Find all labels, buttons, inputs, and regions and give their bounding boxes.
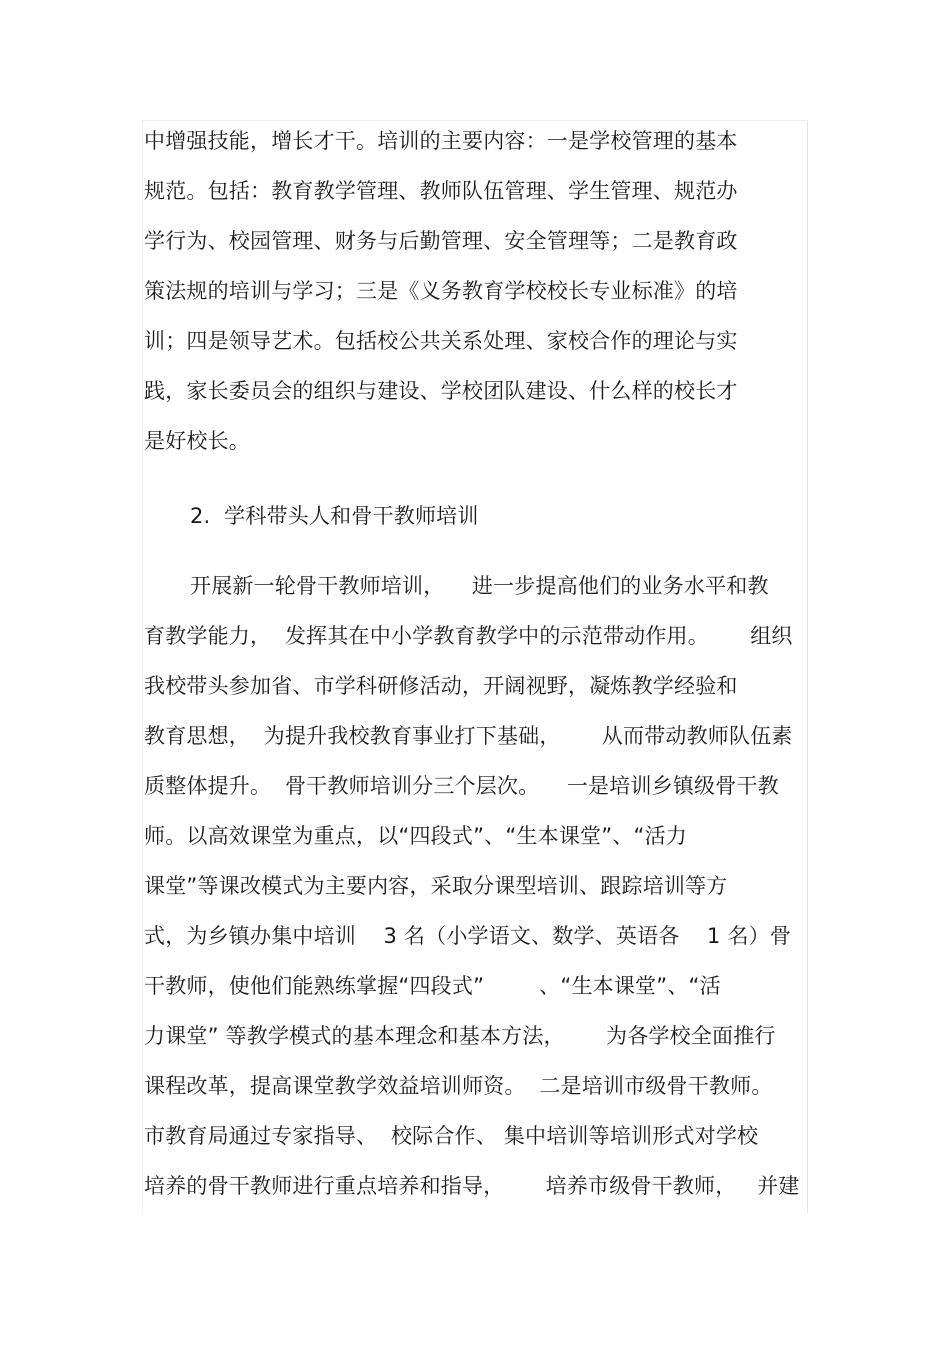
text-line: 教育思想， 为提升我校教育事业打下基础， 从而带动教师队伍素 [144, 724, 793, 748]
text-line: 是好校长。 [144, 429, 250, 453]
text-line: 师。以高效课堂为重点，以“四段式”、“生本课堂”、“活力 [144, 824, 687, 848]
text-line: 质整体提升。 骨干教师培训分三个层次。 一是培训乡镇级骨干教 [144, 774, 779, 798]
text-line: 训；四是领导艺术。包括校公共关系处理、家校合作的理论与实 [144, 329, 738, 353]
text-line: 中增强技能，增长才干。培训的主要内容：一是学校管理的基本 [144, 129, 738, 153]
text-line: 育教学能力， 发挥其在中小学教育教学中的示范带动作用。 组织 [144, 624, 793, 648]
text-line: 干教师，使他们能熟练掌握“四段式” 、“生本课堂”、“活 [144, 974, 721, 998]
text-line: 式，为乡镇办集中培训 3 名（小学语文、数学、英语各 1 名）骨 [144, 924, 792, 948]
text-line: 规范。包括：教育教学管理、教师队伍管理、学生管理、规范办 [144, 179, 738, 203]
paragraph-first-line: 开展新一轮骨干教师培训， 进一步提高他们的业务水平和教 [190, 574, 769, 598]
text-line: 学行为、校园管理、财务与后勤管理、安全管理等；二是教育政 [144, 229, 738, 253]
text-line: 策法规的培训与学习；三是《义务教育学校校长专业标准》的培 [144, 279, 738, 303]
text-line: 培养的骨干教师进行重点培养和指导， 培养市级骨干教师， 并建 [144, 1174, 800, 1198]
text-line: 市教育局通过专家指导、 校际合作、 集中培训等培训形式对学校 [144, 1124, 759, 1148]
text-line: 课程改革，提高课堂教学效益培训师资。 二是培训市级骨干教师。 [144, 1074, 773, 1098]
text-line: 力课堂” 等教学模式的基本理念和基本方法， 为各学校全面推行 [144, 1024, 776, 1048]
text-line: 课堂”等课改模式为主要内容，采取分课型培训、跟踪培训等方 [144, 874, 728, 898]
section-heading: 2. 学科带头人和骨干教师培训 [190, 504, 479, 528]
text-line: 践，家长委员会的组织与建设、学校团队建设、什么样的校长才 [144, 379, 738, 403]
text-line: 我校带头参加省、市学科研修活动，开阔视野，凝炼教学经验和 [144, 674, 738, 698]
